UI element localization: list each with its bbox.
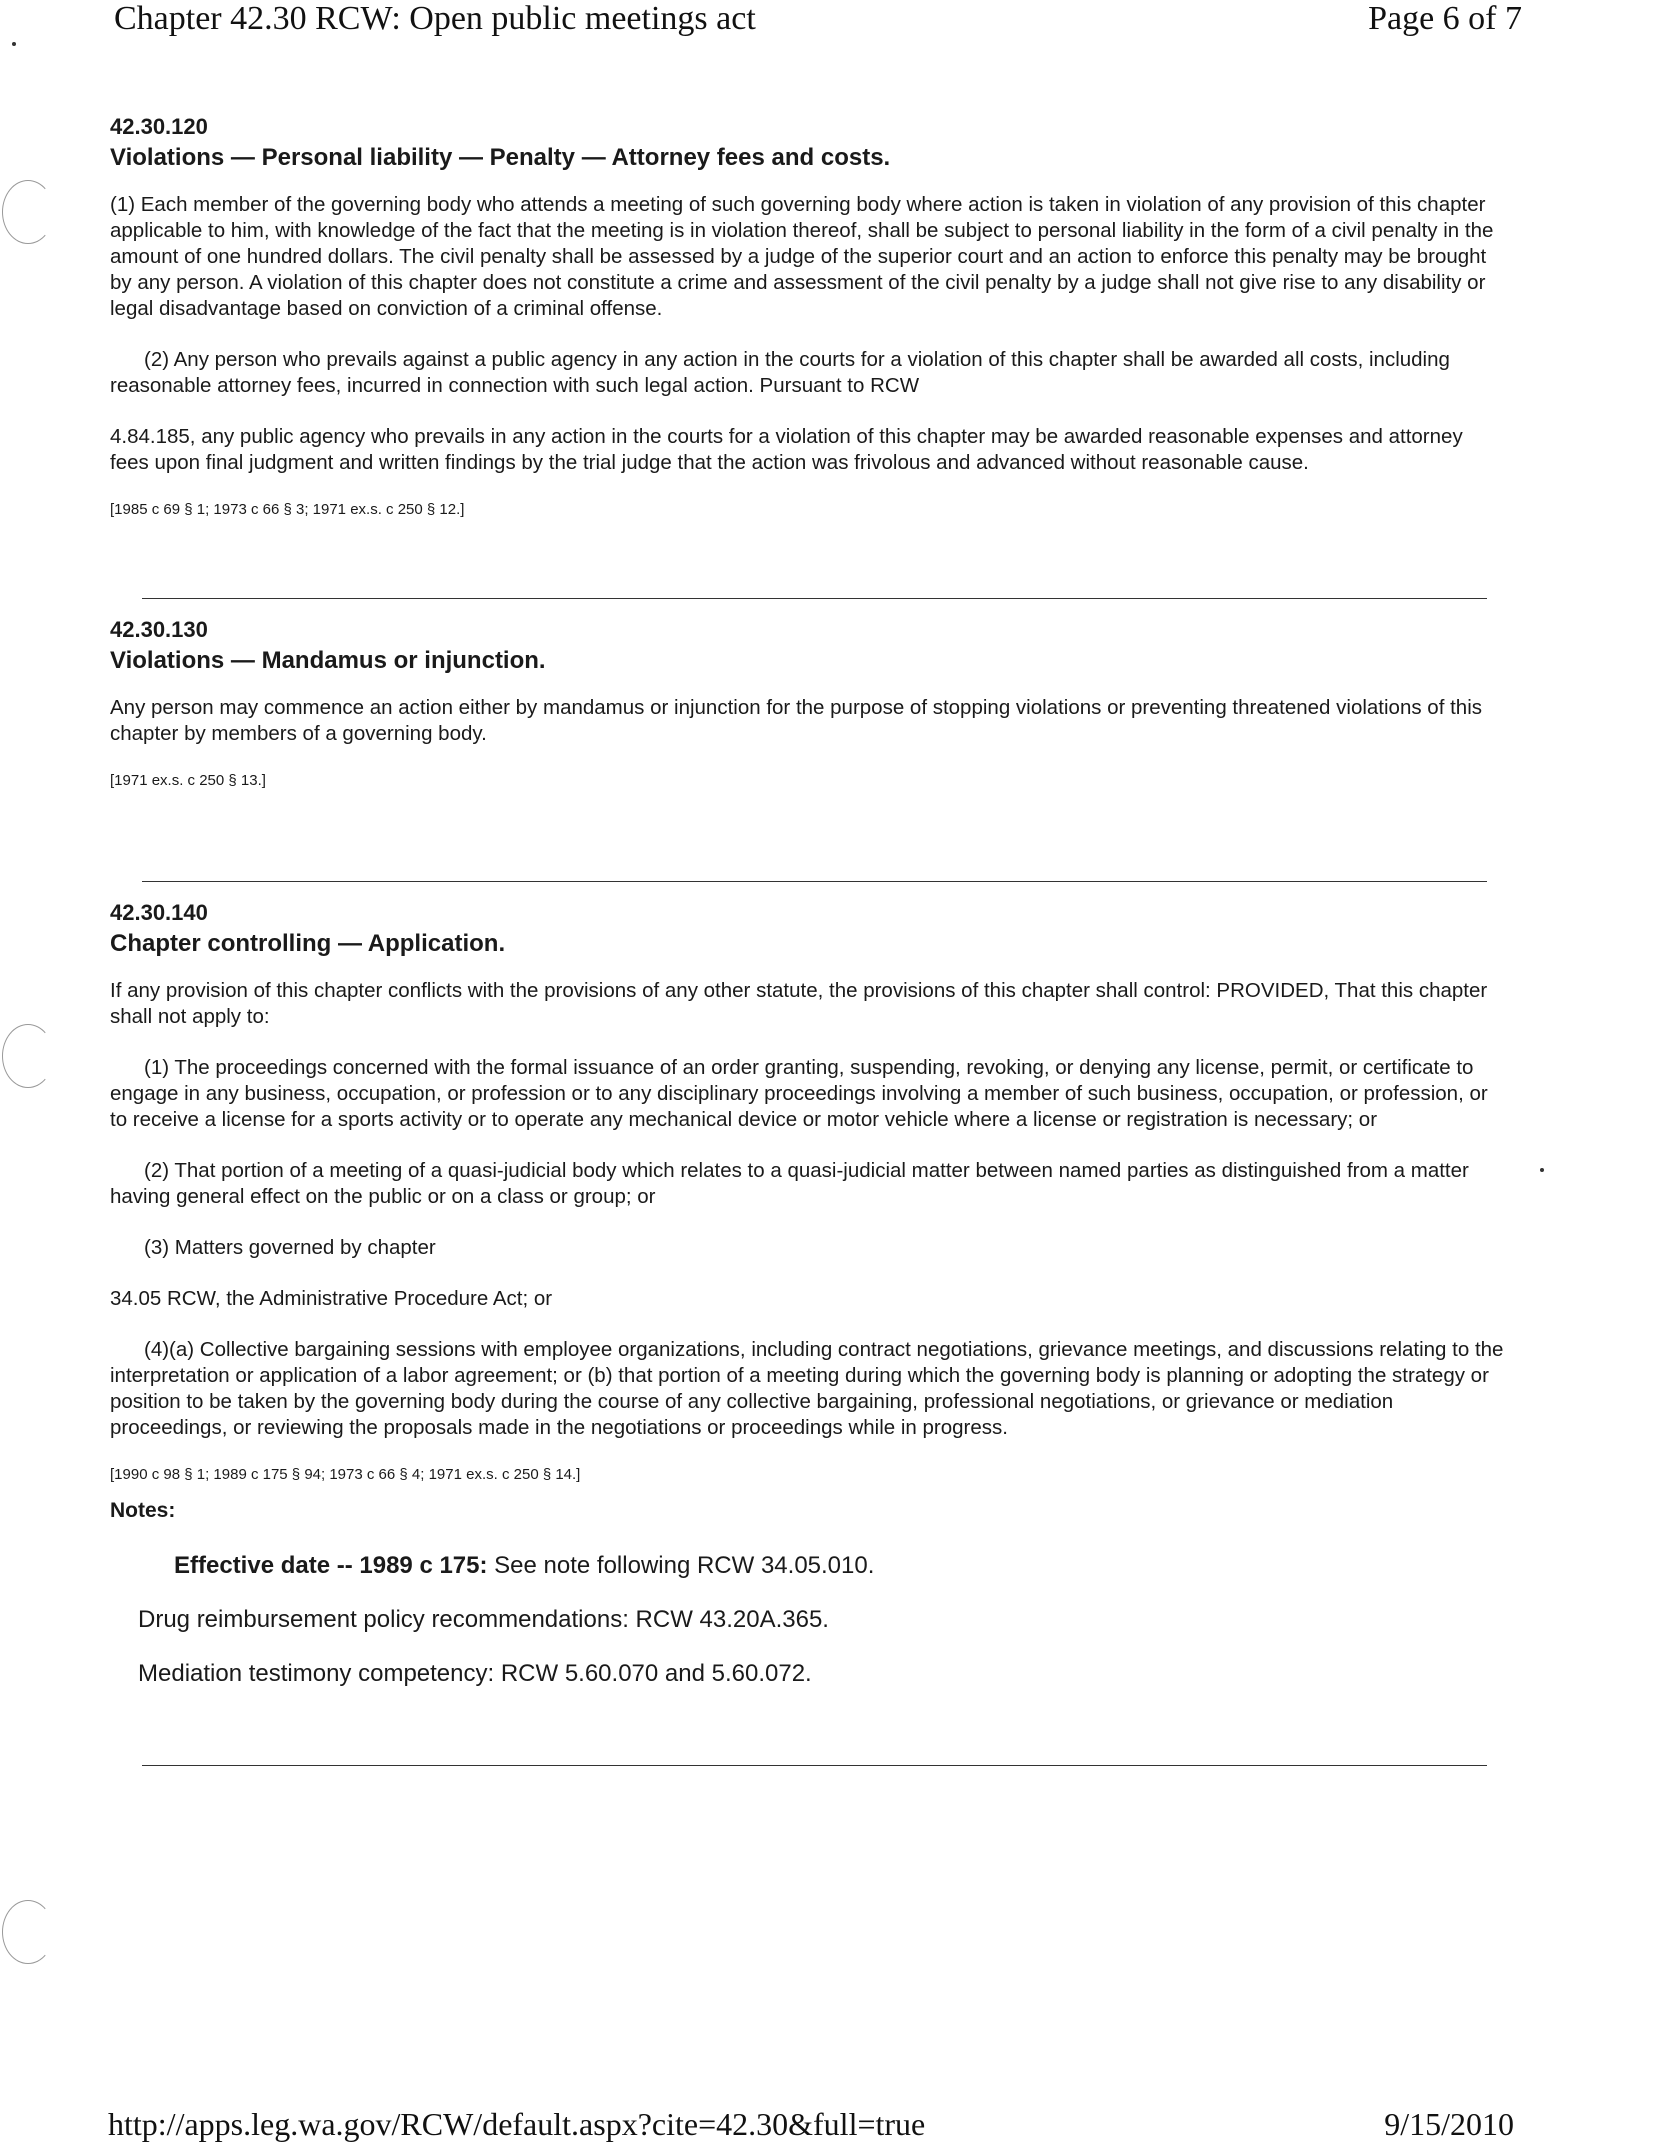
- section-paragraph: Any person may commence an action either by mandamus or injunction for the purpose of stopping violations or preventing threatened violations of this chapter by members of a governing body.: [110, 696, 1482, 745]
- page-header-title: Chapter 42.30 RCW: Open public meetings act: [114, 0, 756, 37]
- section-number: 42.30.120: [110, 114, 208, 139]
- note-item: Mediation testimony competency: RCW 5.60.070 and 5.60.072.: [138, 1660, 812, 1687]
- section-citation: [1971 ex.s. c 250 § 13.]: [110, 772, 266, 789]
- page-footer-date: 9/15/2010: [1384, 2106, 1514, 2142]
- section-paragraph: (1) Each member of the governing body who attends a meeting of such governing body where action is taken in violation of any provision of this chapter applicable to him, with knowledge of the fact that the meeting is in violation thereof, shall be subject to personal liability in the form of a civil penalty in the amount of one hundred dollars. The civil penalty shall be assessed by a judge of the superior court and an action to enforce this penalty may be brought by any person. A violation of this chapter does not constitute a crime and assessment of the civil penalty by a judge shall not give rise to any disability or legal disadvantage based on conviction of a criminal offense.: [110, 193, 1494, 320]
- section-number: 42.30.140: [110, 900, 208, 925]
- section-number: 42.30.130: [110, 617, 208, 642]
- section-paragraph: (4)(a) Collective bargaining sessions with employee organizations, including contract negotiations, grievance meetings, and discussions relating to the interpretation or application of a labor agreement; or (b) that portion of a meeting during which the governing body is planning or adopting the strategy or position to be taken by the governing body during the course of any collective bargaining, professional negotiations, or grievance or mediation proceedings, or reviewing the proposals made in the negotiations or proceedings while in progress.: [110, 1338, 1504, 1439]
- note-item: [174, 1551, 1505, 1581]
- page-footer-url: http://apps.leg.wa.gov/RCW/default.aspx?cite=42.30&full=true: [108, 2106, 926, 2142]
- section-title: Violations — Mandamus or injunction.: [110, 647, 546, 674]
- section-paragraph: If any provision of this chapter conflicts with the provisions of any other statute, the provisions of this chapter shall control: PROVIDED, That this chapter shall not apply to:: [110, 979, 1488, 1028]
- note-item-text: See note following RCW 34.05.010.: [487, 1552, 875, 1579]
- section-paragraph: (1) The proceedings concerned with the formal issuance of an order granting, suspending, revoking, or denying any license, permit, or certificate to engage in any business, occupation, or profession or to any disciplinary proceedings involving a member of such business, occupation, or profession, or to receive a license for a sports activity or to operate any mechanical device or motor vehicle where a license or registration is necessary; or: [110, 1056, 1488, 1131]
- section-title: Violations — Personal liability — Penalty — Attorney fees and costs.: [110, 144, 891, 171]
- punch-hole-middle: [2, 1024, 54, 1088]
- section-paragraph: 4.84.185, any public agency who prevails in any action in the courts for a violation of this chapter may be awarded reasonable expenses and attorney fees upon final judgment and written findings by the trial judge that the action was frivolous and advanced without reasonable cause.: [110, 425, 1463, 474]
- section-paragraph: 34.05 RCW, the Administrative Procedure Act; or: [110, 1287, 553, 1310]
- note-item: Drug reimbursement policy recommendations: RCW 43.20A.365.: [138, 1606, 829, 1633]
- section-paragraph: (3) Matters governed by chapter: [144, 1236, 436, 1259]
- section-title: Chapter controlling — Application.: [110, 930, 506, 957]
- note-item-heading: Effective date -- 1989 c 175:: [174, 1552, 488, 1579]
- section-42-30-140: [110, 900, 1505, 1689]
- section-citation: [1985 c 69 § 1; 1973 c 66 § 3; 1971 ex.s. c 250 § 12.]: [110, 501, 465, 518]
- page-header-number: Page 6 of 7: [1368, 0, 1522, 37]
- section-42-30-120: [110, 114, 1505, 518]
- scan-speck: [1540, 1168, 1544, 1172]
- section-divider: [142, 1765, 1487, 1766]
- document-body: [110, 114, 1505, 1766]
- section-paragraph: (2) That portion of a meeting of a quasi-judicial body which relates to a quasi-judicial matter between named parties as distinguished from a matter having general effect on the public or on a class or group; or: [110, 1159, 1469, 1208]
- section-42-30-130: [110, 617, 1505, 789]
- notes-label: Notes:: [110, 1499, 176, 1522]
- section-paragraph: (2) Any person who prevails against a public agency in any action in the courts for a violation of this chapter shall be awarded all costs, including reasonable attorney fees, incurred in connection with such legal action. Pursuant to RCW: [110, 348, 1450, 397]
- section-citation: [1990 c 98 § 1; 1989 c 175 § 94; 1973 c 66 § 4; 1971 ex.s. c 250 § 14.]: [110, 1466, 581, 1483]
- punch-hole-bottom: [2, 1900, 54, 1964]
- punch-hole-top: [2, 180, 54, 244]
- scan-speck: [12, 42, 16, 46]
